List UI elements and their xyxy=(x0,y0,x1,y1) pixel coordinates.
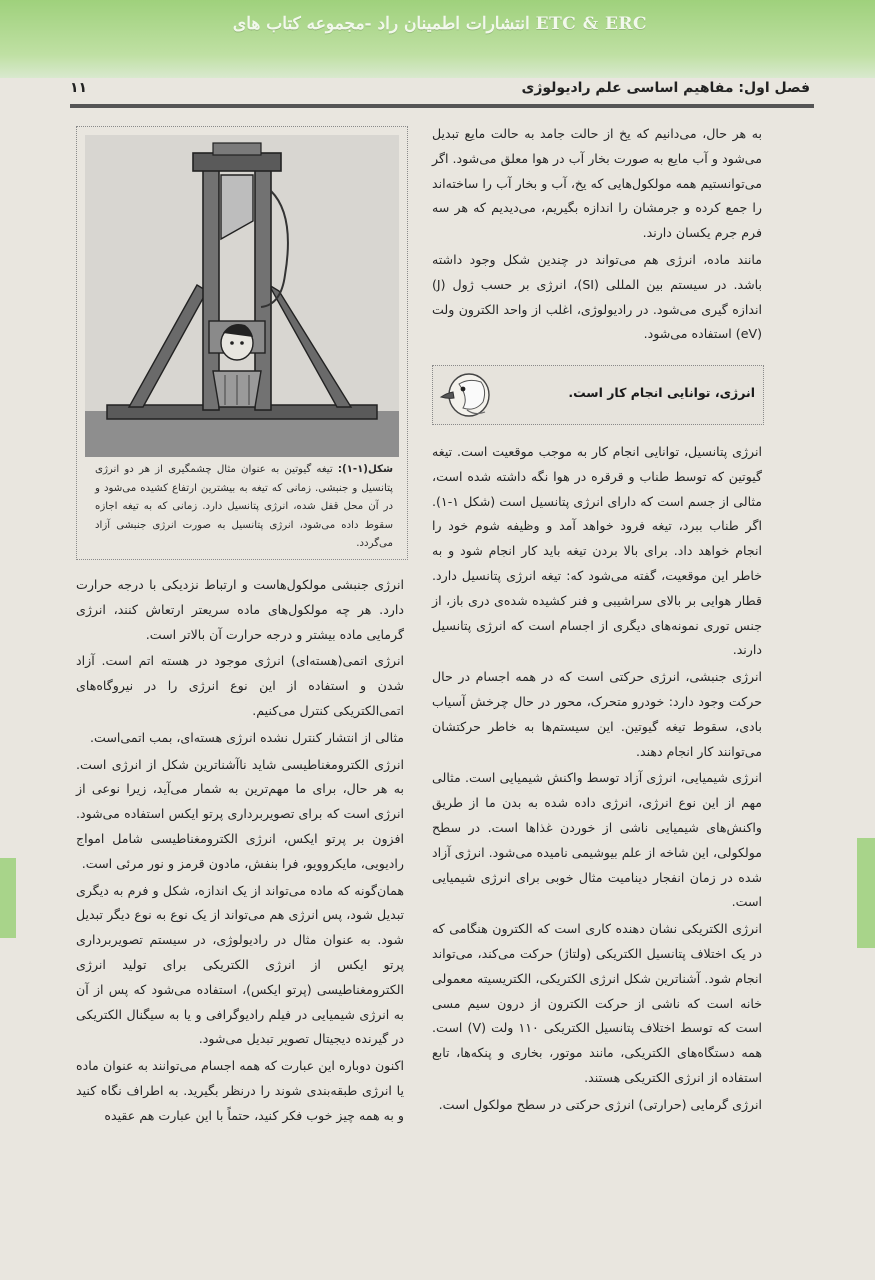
paragraph: همان‌گونه که ماده می‌تواند از یک اندازه، شکل و فرم به دیگری تبدیل شود، پس انرژی هم می‌تواند از یک نوع به نوع دیگر تبدیل شود. به عنوان مثال در رادیولوژی، در سیستم تصویربرداری پرتو ایکس از انرژی الکتریکی برای تولید انرژی الکترومغناطیسی (پرتو ایکس)، استفاده می‌شود که پس از آن به انرژی شیمیایی در فیلم رادیوگرافی و یا به سیگنال الکتریکی در گیرنده دیجیتال تصویر تبدیل می‌شود. xyxy=(76,882,404,1047)
caption-label: شکل(۱-۱): xyxy=(337,464,393,475)
paragraph: انرژی گرمایی (حرارتی) انرژی حرکتی در سطح مولکول است. xyxy=(438,1096,762,1112)
publisher-banner: انتشارات اطمینان راد -مجموعه کتاب های ETC & ERC xyxy=(232,14,648,34)
paragraph: مانند ماده، انرژی هم می‌تواند در چندین شکل وجود داشته باشد. در سیستم بین المللی (SI)، انرژی بر حسب ژول (J) اندازه گیری می‌شود. در رادیولوژی، اغلب از واحد الکترون ولت (eV) استفاده می‌شود. xyxy=(432,251,762,342)
paragraph: انرژی جنبشی مولکول‌هاست و ارتباط نزدیکی با درجه حرارت دارد. هر چه مولکول‌های ماده سریعتر ارتعاش کنند، انرژی گرمایی ماده بیشتر و درجه حرارت آن بالاتر است. xyxy=(76,577,404,642)
page-number: ۱۱ xyxy=(70,80,88,96)
side-tab-left xyxy=(0,858,16,938)
right-column-top xyxy=(432,122,762,349)
paragraph: به هر حال، می‌دانیم که یخ از حالت جامد به حالت مایع تبدیل می‌شود و آب مایع به صورت بخار آب در هوا معلق می‌شود. اگر می‌توانستیم همه مولکول‌هایی که یخ، آب و بخار آب را ساخته‌اند را جمع کرده و جرمشان را اندازه بگیریم، می‌دیدیم که هر سه فرم جرم یکسان دارند. xyxy=(432,126,762,241)
note-text: انرژی، توانایی انجام کار است. xyxy=(568,385,755,400)
paragraph: انرژی اتمی(هسته‌ای) انرژی موجود در هسته اتم است. آزاد شدن و استفاده از این نوع انرژی را در نیروگاه‌های اتمی‌الکتریکی کنترل می‌کنیم. xyxy=(76,653,404,718)
paragraph: انرژی شیمیایی، انرژی آزاد توسط واکنش شیمیایی است. مثالی مهم از این نوع انرژی، انرژی داده شده به بدن ما از طریق واکنش‌های شیمیایی ناشی از خوردن غذاها است. در سطح مولکولی، این شاخه از علم بیوشیمی نامیده می‌شود. انرژی آزاد شده در زمان انفجار دینامیت مثال خوبی برای انرژی شیمیایی است. xyxy=(432,770,762,910)
figure-caption xyxy=(95,461,393,554)
paragraph: مثالی از انتشار کنترل نشده انرژی هسته‌ای، بمب اتمی‌است. xyxy=(89,729,404,745)
caption-text: تیغه گیوتین به عنوان مثال چشمگیری از هر دو انرژی پتانسیل و جنبشی. زمانی که تیغه به بیشترین ارتفاع کشیده می‌شود و در آن محل قفل شده، انرژی پتانسیل دارد. زمانی که به تیغه اجازه سقوط داده می‌شود، انرژی پتانسیل به صورت انرژی جنبشی آزاد می‌گردد. xyxy=(95,464,393,550)
paragraph: انرژی پتانسیل، توانایی انجام کار به موجب موقعیت است. تیغه گیوتین که توسط طناب و قرقره در هوا نگه داشته شده است، مثالی از جسم است که دارای انرژی پتانسیل است (شکل ۱-۱). اگر طناب ببرد، تیغه فرود خواهد آمد و وظیفه شوم خود را انجام خواهد داد. برای بالا بردن تیغه باید کار انجام شود و به خاطر این موقعیت، گفته می‌شود که: تیغه انرژی پتانسیل دارد. قطار هوایی بر بالای سراشیبی و فنر کشیده شده‌ی دری باز، از جنس توری نمونه‌های دیگری از اجسام است که انرژی پتانسیل دارند. xyxy=(432,444,762,658)
paragraph: اکنون دوباره این عبارت که همه اجسام می‌توانند به عنوان ماده یا انرژی طبقه‌بندی شوند را درنظر بگیرید. به اطراف نگاه کنید و به همه چیز خوب فکر کنید، حتماً با این عبارت هم عقیده xyxy=(76,1058,404,1123)
paragraph: انرژی الکترومغناطیسی شاید ناآشناترین شکل از انرژی است. به هر حال، برای ما مهم‌ترین به شمار می‌آید، زیرا نوعی از انرژی است که برای تصویربرداری پرتو ایکس استفاده می‌شود. افزون بر پرتو ایکس، انرژی الکترومغناطیسی شامل امواج رادیویی، مایکروویو، فرا بنفش، مادون قرمز و نور مرئی است. xyxy=(76,756,404,871)
guillotine-illustration xyxy=(85,135,399,457)
running-head xyxy=(70,80,810,104)
left-column xyxy=(76,573,404,1131)
key-note-box xyxy=(432,365,764,425)
bird-icon xyxy=(439,370,493,420)
header-band xyxy=(0,0,875,78)
chapter-title: فصل اول: مفاهیم اساسی علم رادیولوژی xyxy=(521,80,810,96)
right-column-bottom xyxy=(432,440,762,1120)
paragraph: انرژی جنبشی، انرژی حرکتی است که در همه اجسام در حال حرکت وجود دارد: خودرو متحرک، محور در حال چرخش آسیاب بادی، سقوط تیغه گیوتین. این سیستم‌ها به خاطر حرکتشان می‌توانند کار انجام دهند. xyxy=(432,669,762,759)
paragraph: انرژی الکتریکی نشان دهنده کاری است که الکترون هنگامی که در یک اختلاف پتانسیل الکتریکی (ولتاژ) حرکت می‌کند، می‌تواند انجام شود. آشناترین شکل انرژی الکتریکی، الکتریسیته معمولی خانه است که ناشی از حرکت الکترون از درون سیم مسی است که توسط اختلاف پتانسیل الکتریکی ۱۱۰ ولت (V) است. همه دستگاه‌های الکتریکی، مانند موتور، بخاری و پنکه‌ها، تابع استفاده از انرژی الکتریکی هستند. xyxy=(432,921,762,1085)
side-tab-right xyxy=(857,838,875,948)
header-rule xyxy=(70,104,814,108)
figure-guillotine xyxy=(76,126,408,560)
